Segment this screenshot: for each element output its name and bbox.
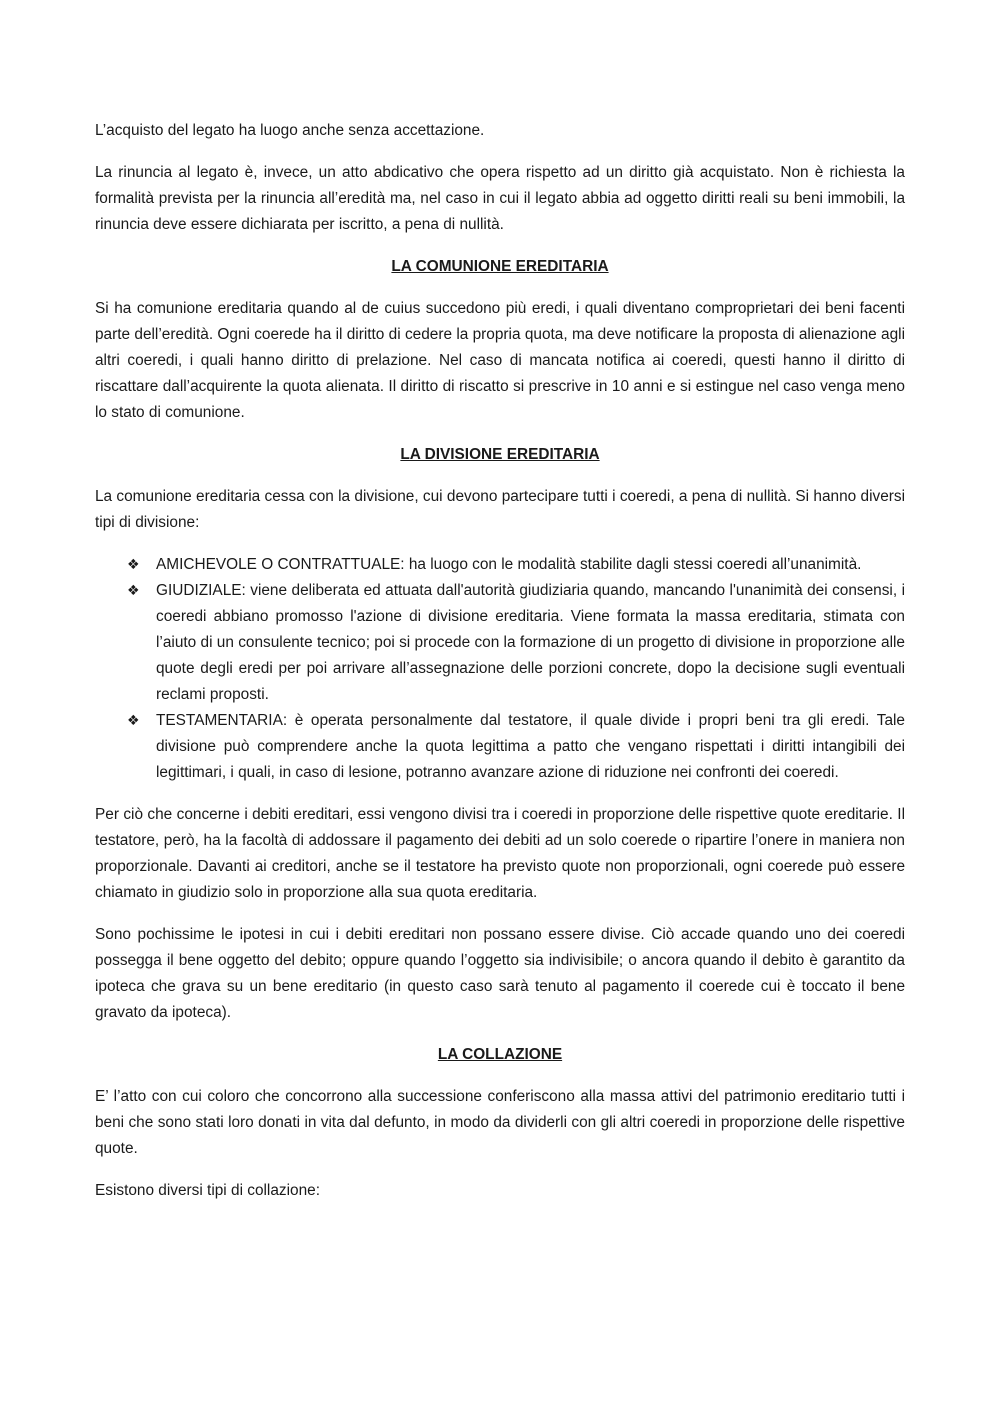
heading-collazione: LA COLLAZIONE (437, 1046, 563, 1063)
list-item-giudiziale (95, 578, 905, 708)
heading-comunione-ereditaria: LA COMUNIONE EREDITARIA (391, 258, 609, 275)
paragraph-collazione-tipi: Esistono diversi tipi di collazione: (95, 1182, 320, 1199)
list-item-text: GIUDIZIALE: viene deliberata ed attuata dall'autorità giudiziaria quando, mancando l'unanimità dei consensi, i coeredi abbiano promosso l'azione di divisione ereditaria. Viene formata la massa ereditaria, stimata con l’aiuto di un consulente tecnico; poi si procede con la formazione di un progetto di divisione in proporzione alle quote degli eredi per poi arrivare all’assegnazione delle porzioni concrete, dopo la decisione sugli eventuali reclami proposti. (156, 582, 905, 703)
paragraph-collazione-definizione: E’ l’atto con cui coloro che concorrono alla successione conferiscono alla massa attivi del patrimonio ereditario tutti i beni che sono stati loro donati in vita dal defunto, in modo da dividerli con gli altri coeredi in proporzione delle rispettive quote. (95, 1088, 905, 1157)
document-page (95, 118, 905, 1220)
paragraph-divisione-intro: La comunione ereditaria cessa con la divisione, cui devono partecipare tutti i coeredi, a pena di nullità. Si hanno diversi tipi di divisione: (95, 488, 905, 531)
heading-divisione-ereditaria: LA DIVISIONE EREDITARIA (400, 446, 600, 463)
paragraph-acquisto-legato: L’acquisto del legato ha luogo anche senza accettazione. (95, 122, 485, 139)
paragraph-rinuncia-legato: La rinuncia al legato è, invece, un atto abdicativo che opera rispetto ad un diritto già acquistato. Non è richiesta la formalità prevista per la rinuncia all’eredità ma, nel caso in cui il legato abbia ad oggetto diritti reali su beni immobili, la rinuncia deve essere dichiarata per iscritto, a pena di nullità. (95, 164, 905, 233)
diamond-bullet-icon: ❖ (127, 557, 140, 573)
list-item-testamentaria (95, 708, 905, 786)
paragraph-ipotesi-debiti: Sono pochissime le ipotesi in cui i debiti ereditari non possano essere divise. Ciò accade quando uno dei coeredi possegga il bene oggetto del debito; oppure quando l’oggetto sia indivisibile; o ancora quando il debito è garantito da ipoteca che grava su un bene ereditario (in questo caso sarà tenuto al pagamento il coerede cui è toccato il bene gravato da ipoteca). (95, 926, 905, 1021)
diamond-bullet-icon: ❖ (127, 583, 140, 599)
division-types-list (95, 552, 905, 786)
list-item-text: TESTAMENTARIA: è operata personalmente dal testatore, il quale divide i propri beni tra gli eredi. Tale divisione può comprendere anche la quota legittima a patto che vengano rispettati i diritti intangibili dei legittimari, i quali, in caso di lesione, potranno avanzare azione di riduzione nei confronti dei coeredi. (156, 712, 905, 781)
diamond-bullet-icon: ❖ (127, 713, 140, 729)
paragraph-comunione-ereditaria: Si ha comunione ereditaria quando al de cuius succedono più eredi, i quali diventano comproprietari dei beni facenti parte dell’eredità. Ogni coerede ha il diritto di cedere la propria quota, ma deve notificare la proposta di alienazione agli altri coeredi, i quali hanno diritto di prelazione. Nel caso di mancata notifica ai coeredi, questi hanno il diritto di riscattare dall’acquirente la quota alienata. Il diritto di riscatto si prescrive in 10 anni e si estingue nel caso venga meno lo stato di comunione. (95, 300, 905, 421)
list-item-amichevole (95, 552, 905, 578)
paragraph-debiti-ereditari: Per ciò che concerne i debiti ereditari, essi vengono divisi tra i coeredi in proporzione delle rispettive quote ereditarie. Il testatore, però, ha la facoltà di addossare il pagamento dei debiti ad un solo coerede o ripartire l’onere in maniera non proporzionale. Davanti ai creditori, anche se il testatore ha previsto quote non proporzionali, ogni coerede può essere chiamato in giudizio solo in proporzione alla sua quota ereditaria. (95, 806, 905, 901)
list-item-text: AMICHEVOLE O CONTRATTUALE: ha luogo con le modalità stabilite dagli stessi coeredi all’unanimità. (156, 556, 862, 573)
